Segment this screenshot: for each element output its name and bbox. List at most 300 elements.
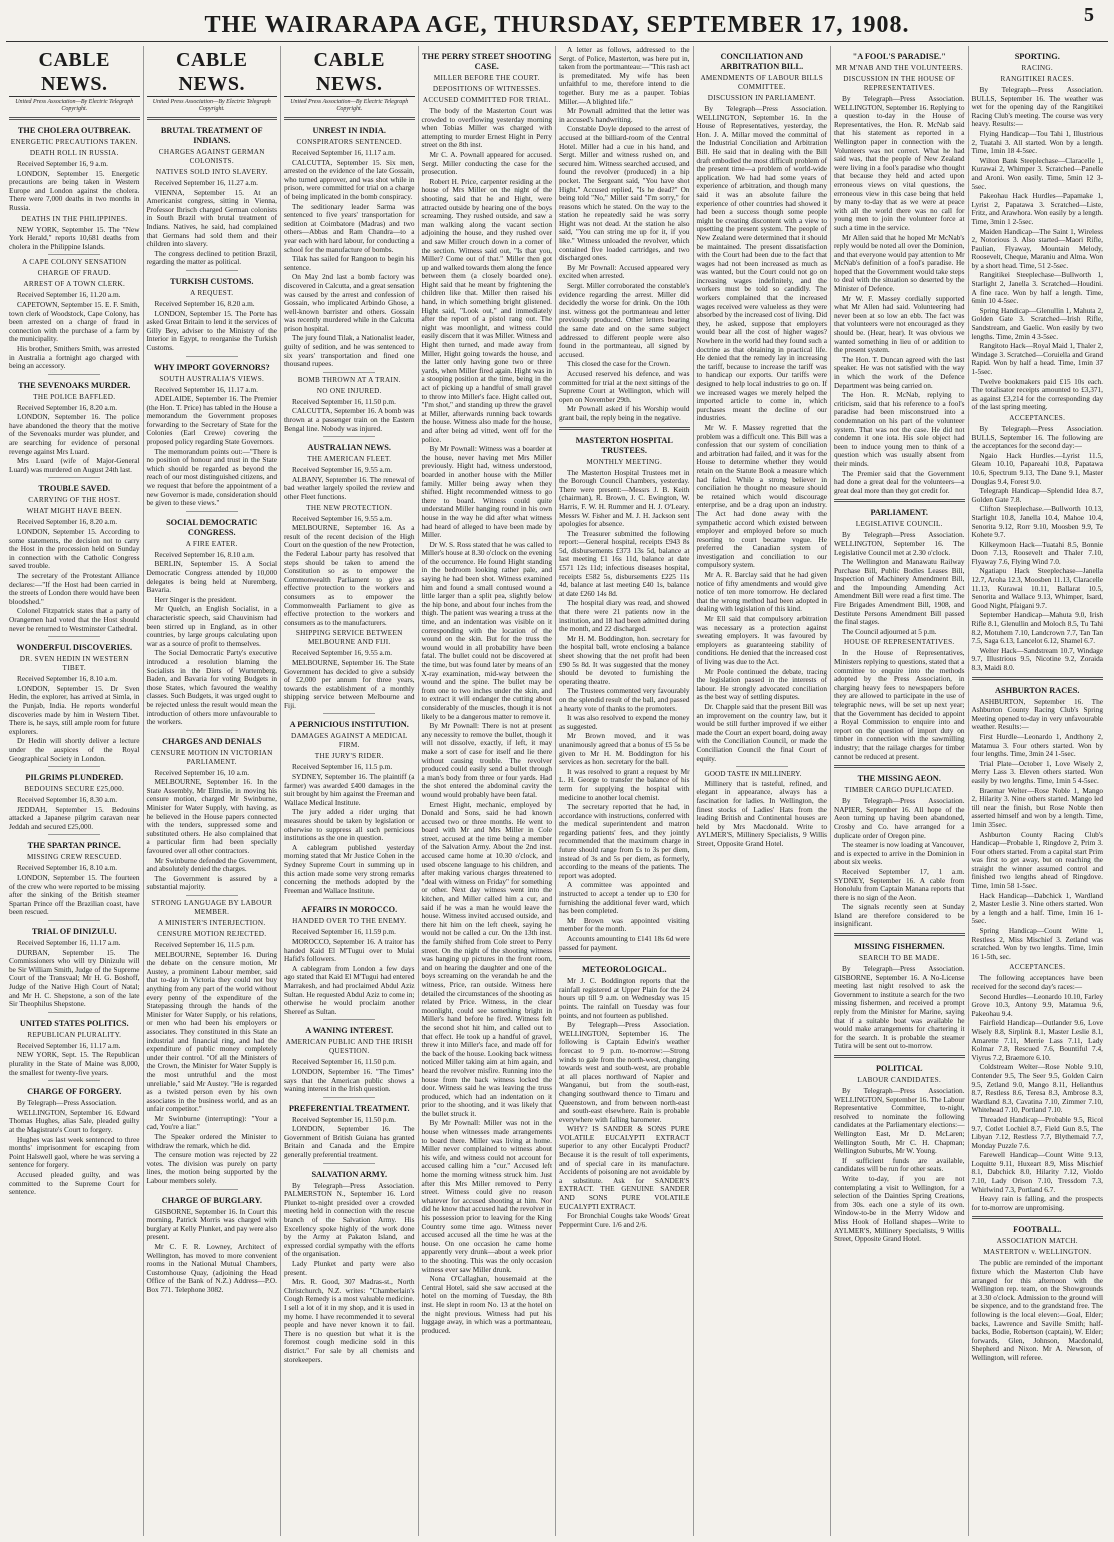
article-subheading: THE AMERICAN FLEET. — [307, 455, 392, 464]
article-subheading: ACCEPTANCES. — [1009, 963, 1066, 972]
article-paragraph: Heavy rain is falling, and the prospects for to-morrow are unpromising. — [971, 1194, 1103, 1212]
article-paragraph: The Masterton Hospital Trustees met in the Borough Council Chambers, yesterday. There were present:—Messrs J. B. Keith (chairman), R. Brown, J. C. Ewington, W. Harris, F. W. H. Rummer and H. J. O'Leary. Messrs W. Fisher and M. J. H. Jackson sent apologies for absence. — [559, 467, 690, 529]
article-paragraph: Fairfield Handicap—Outlander 9.6, Love Wisely 8.8, Sirplink 8.1, Master Leslie 8.1, Amarette 7.11, Merrie Lass 7.11, Lady Kolmar 7.8, Rescued 7.6, Bountiful 7.4, Viyrus 7.2, Braemore 6.10. — [971, 1018, 1103, 1062]
article-headline: SPORTING. — [1014, 52, 1060, 61]
article-paragraph: Farewell Handicap—Count Witte 9.13, Loquitte 9.11, Huxeart 8.9, Miss Mischief 8.1, Dabchick 8.0, Hilarity 7.12, Violdo 7.10, Lady Orison 7.10, Tressdom 7.3, Whirlwind 7.3, Portland 6.7. — [971, 1150, 1103, 1194]
article-paragraph: ALBANY, September 16. The renewal of bad weather largely spoiled the review and other Fleet functions. — [284, 474, 415, 501]
article-subheading: HANDED OVER TO THE ENEMY. — [292, 917, 407, 926]
article-paragraph: Spring Handicap—Count Witte 1, Restless 2, Miss Mischief 3. Zetland was scratched. Won by two lengths. Time, 1min 16 1-5th, sec. — [971, 926, 1103, 961]
article-paragraph: The censure motion was rejected by 22 votes. The division was purely on party lines, the motion being supported by the Labour members solely. — [146, 1150, 277, 1186]
article-paragraph: The Speaker ordered the Minister to withdraw the remark, which he did. — [146, 1132, 277, 1150]
article-paragraph: LONDON, September 16. "The Times" says that the American public shows a waning interest in the Irish question. — [284, 1066, 415, 1094]
article-paragraph: Received September 16, 8.20 a.m. — [154, 298, 255, 308]
article-paragraph: Ernest Hight, mechanic, employed by Donald and Sons, said he had known accused two or three months. He went to board with Mr and Mrs Miller in Cole street, accused at the time being a member of the Salvation Army. About the 2nd inst. accused came home at 10.30 o'clock, and used obscene language to his children, and after making various charges threatened to "deal with witness on Friday" for something or other. Next day witness went into the kitchen, and Miller called him a cur, and said if he was a man he would leave the house. Witness invited accused outside, and there hit him on the left cheek, saying he would not be called a cur. On the 13th inst. the family shifted from Cole street to Perry street. On the night of the shooting witness was hanging up pictures in the front room, and on hearing the daughter and one of the boys screaming on the verandah he and the witness, Price, ran outside. Witness here detailed the circumstances of the shooting as related by Price. Witness, in the clear moonlight, could see something bright in Miller's hand before he fired. Witness felt the second shot hit him, and called out to that effect. He took up a handful of gravel, threw it into Miller's face, and made off for the back of the house. Looking back witness noticed Miller taking aim at him again, and heard the revolver misfire. Running into the house from the back witness locked the door. Witness said he was leaving the truss produced, which had an indentation on it prior to the shooting, and it was likely that the bullet struck it. — [421, 799, 552, 1118]
article-subheading: DEPOSITIONS OF WITNESSES. — [432, 85, 541, 93]
article-paragraph: Received September 16, 8.20 a.m. — [17, 402, 118, 412]
article-subheading: DISCUSSION IN THE HOUSE OF REPRESENTATIVES. — [843, 75, 956, 92]
article-headline: METEOROLOGICAL. — [581, 965, 667, 975]
article-subheading: REPUBLICAN PLURALITY. — [27, 1030, 122, 1039]
article-paragraph: First Hurdle—Leonardo 1, Andthony 2, Matamua 3. Four others started. Won by four lengths. Time, 3min 24 1-5sec. — [971, 731, 1103, 759]
article-subheading: NATIVES SOLD INTO SLAVERY. — [155, 168, 268, 176]
article-subheading: DEATHS IN THE PHILIPPINES. — [21, 214, 128, 223]
article-paragraph: Dr. Chapple said that the present Bill was an improvement on the country law, but it would be still further improved if we either made the Court an expert board, doing away with the Conciliation Council, or made the Conciliation Council the final Court of equity. — [696, 701, 827, 763]
article-paragraph: Received September 16, 11.17 a.m. — [154, 384, 258, 394]
article-subheading: ARREST OF A TOWN CLERK. — [23, 280, 126, 289]
article-subheading: CONSPIRATORS SENTENCED. — [296, 138, 402, 146]
column-1 — [6, 46, 144, 1536]
article-paragraph: Mr H. M. Boddington, hon. secretary for the hospital ball, wrote enclosing a balance sheet showing that the net profit had been £90 5s 8d. It was suggested that the money should be devoted to furnishing the operating theatre. — [559, 633, 690, 686]
article-subheading: AMERICAN PUBLIC AND THE IRISH QUESTION. — [285, 1038, 414, 1056]
article-paragraph: ADELAIDE, September 16. The Premier (the Hon. T. Price) has tabled in the House a memorandum the Government proposes forwarding to the Secretary of State for the Colonies (Earl Crewe) covering the proposed policy regarding State Governors. — [146, 394, 277, 447]
column-5 — [556, 46, 694, 1536]
article-paragraph: The signals recently seen at Sunday Island are therefore considered to be insignificant. — [834, 902, 965, 929]
article-paragraph: LONDON, September 15. Dr Sven Hedin, the explorer, has arrived at Simla, in the Punjab, India. He reports wonderful discoveries made by him in Western Tibet. There is, he says, still ample room for future explorers. — [9, 683, 140, 736]
article-headline: FOOTBALL. — [1013, 1225, 1062, 1235]
article-paragraph: The Government is assured by a substantial majority. — [146, 873, 277, 892]
article-paragraph: The Trustees commented very favourably on the splendid result of the ball, and passed a hearty vote of thanks to the promoters. — [559, 686, 690, 713]
article-headline: TURKISH CUSTOMS. — [170, 276, 254, 286]
article-paragraph: MELBOURNE, September 16. During the debate on the censure motion, Mr Austey, a prominent Labour member, said that to-day in Victoria they could not buy anything from any part of the world without every penny of the expenditure of the Statepassing through the hands of the Minister for Water Supply, or his relations, or men who had been his employers or associates. They constituted in this State an industrial and financial ring, and had the expenditure of public money completely under their control. "Of all the Ministers of the Crown, the Minister for Water Supply is the most untruthful and the most unreliable," said Mr Austey. "He is regarded as a twisted person even by his own associates in the business world, and as an unfair competitor." — [146, 949, 277, 1114]
article-headline: A PERNICIOUS INSTITUTION. — [289, 720, 409, 730]
short-rule — [323, 436, 375, 437]
page-number: 5 — [1084, 4, 1094, 26]
article-paragraph: Sergt. Miller corroborated the constable's evidence regarding the arrest. Miller did decidedly the worse for drink. On the 10th inst. witness got the portmanteau and letter previously produced. Other letters bearing the same date and on the same subject addressed to different people were also found in the portmanteau, all signed by accused. — [559, 281, 690, 359]
article-subheading: LABOUR CANDIDATES. — [857, 1076, 942, 1084]
article-paragraph: Received September 16, 9.55 a.m. — [292, 513, 393, 523]
article-paragraph: The body of the Masterton Court was crowded to overflowing yesterday morning when Tobias Miller was charged with attempting to murder Ernest Hight in Perry street on the 8th inst. — [421, 106, 552, 150]
article-paragraph: By Telegraph—Press Association. NAPIER, September 16. All hope of the Aeon turning up having been abandoned, Crosby and Co. have arranged for a duplicate order of Oregon pine. — [834, 796, 965, 840]
masthead-rule — [6, 41, 1108, 42]
article-paragraph: The secretary reported that he had, in accordance with instructions, conferred with the medical superintendent and matron regarding patients' fees, and they jointly recommended that the maximum charge in future should range from £s to 3s per diem, instead of 3s and 5s per diem, as formerly, according to the means of the patients. The report was adopted. — [559, 802, 690, 880]
wire-credit: United Press Association—By Electric Telegraph Copyright. — [15, 99, 134, 112]
article-headline: TRIAL OF DINIZULU. — [31, 927, 117, 937]
article-subheading: DR. SVEN HEDIN IN WESTERN TIBET. — [19, 655, 129, 673]
article-paragraph: Second Hurdles—Leonardo 10.10, Farley Grove 10.3, Antony 9.9, Matamua 9.6, Pakeohau 9.4. — [971, 991, 1103, 1018]
article-headline: BRUTAL TREATMENT OF INDIANS. — [160, 126, 263, 145]
article-paragraph: Herr Singer is the president. — [154, 594, 237, 604]
article-headline: A WANING INTEREST. — [305, 1026, 394, 1036]
article-paragraph: Received September 16, 9 a.m. — [17, 159, 108, 168]
article-paragraph: Rangitikei Steeplechase—Bullworth 1, Starlight 2, Janella 3. Scratched—Houdini. A fine race. Won by half a length. Time, 6min 10 4-5sec. — [971, 270, 1103, 306]
article-subheading: SOUTH AUSTRALIA'S VIEWS. — [159, 374, 265, 383]
short-rule — [186, 511, 238, 512]
article-paragraph: By Telegraph—Press Association. BULLS, September 16. The weather was wet for the opening day of the Rangitikei Racing Club's meeting. The course was very heavy. Results:— — [971, 85, 1103, 129]
double-rule — [559, 956, 690, 959]
article-paragraph: Pakeohau Hack Hurdles—Papamake 1, Lyrist 2, Papatawa 3. Scratched—Liste, Fritz, and Arawhora. Won easily by a length. Time, 3min 1 2-5sec. — [971, 191, 1103, 226]
article-paragraph: DURBAN, September 15. The Commissioners who will try Dinizulu will be Sir William Smith, Judge of the Supreme Court of the Transvaal; Mr H. G. Boshoff, Judge of the Native High Court of Natal; and Mr H. C. Shepstone, a son of the late Sir Theophilus Shepstone. — [9, 947, 140, 1009]
short-rule — [48, 636, 100, 637]
article-paragraph: A cablegram published yesterday morning stated that Mr Justice Cohen in the Sydney Supreme Court in summing up in this action made some very strong remarks concerning the methods adopted by the Freeman and Wallace Institute. — [284, 842, 415, 895]
article-paragraph: By Telegraph—Press Association. — [17, 1098, 117, 1108]
column-8 — [969, 46, 1107, 1536]
article-paragraph: Mr Allen said that he hoped Mr McNab's reply would be noted all over the Dominion, and that everyone would pay attention to Mr McNab's definition of a fool's paradise. He hoped that the Government would take steps to deal with the situation so deserted by the Minister of Defence. — [834, 232, 965, 294]
article-paragraph: GISBORNE, September 16. In Court this morning, Patrick Morris was charged with burglary at Kelly Plunket, and pay were also present. — [146, 1206, 277, 1242]
article-paragraph: By Mr Pownall: There is not at present any necessity to remove the bullet, though it will not dissolve, exactly, if left, it may make a sort of case for itself and lie there without causing trouble. The revolver produced could easily send a bullet through a man's body from three or four yards. Had the shot entered the abdominal cavity the wound would probably have been fatal. — [421, 721, 552, 799]
article-paragraph: Telegraph Handicap—Splendid Idea 8.7, Golden Gate 7.8. — [971, 486, 1103, 504]
article-subheading: A FIRE EATER. — [185, 539, 238, 548]
article-paragraph: WELLINGTON, September 16. Edward Thomas Hughes, alias Sale, pleaded guilty at the Magistrate's Court to forgery. — [9, 1107, 140, 1134]
article-headline: THE MISSING AEON. — [857, 774, 941, 784]
article-subheading: A CAPE COLONY SENSATION — [22, 258, 127, 267]
column-2 — [144, 46, 282, 1536]
article-paragraph: The secretary of the Protestant Alliance declares:—"If the Host had been carried in the streets of London there would have been bloodshed." — [9, 571, 140, 606]
article-headline: MISSING FISHERMEN. — [854, 942, 945, 952]
article-paragraph: NEW YORK, Sept. 15. The Republican plurality in the State of Maine was 8,000, the smallest for twenty-five years. — [9, 1050, 140, 1077]
article-paragraph: WHY? IS SANDER & SONS PURE VOLATILE EUCALYPTI EXTRACT superior to any other Eucalypti Product? Because it is the result of toll experiments, and of special care in its manufacture. Accidents of poisoning are not avoidable by a substitute. Ask for SANDER'S EXTRACT. THE GENUINE SANDER AND SONS PURE VOLATILE EUCALYPTI EXTRACT. — [559, 1124, 690, 1211]
article-headline: PILGRIMS PLUNDERED. — [25, 773, 124, 783]
article-subheading: LEGISLATIVE COUNCIL. — [855, 520, 943, 529]
masthead — [0, 0, 1114, 42]
article-paragraph: The seditionary leader Sarma was sentenced to five years' transportation for sedition at Coimbatore (Madras) and two others—Abbas and Ram Chandra—to a year each with hard labour, for conducting a school for the manufacture of bombs. — [284, 201, 415, 254]
article-paragraph: Rangitoto Hack—Royal Maid 1, Thaler 2, Windage 3. Scratched—Coruiella and Grand Rapid. Won by half a head. Time, 1min 37 1-5sec. — [971, 341, 1103, 376]
article-paragraph: The steamer is now loading at Vancouver, and is expected to arrive in the Dominion in about six weeks. — [834, 840, 965, 867]
article-paragraph: Millinery that is tasteful, refined, and elegant in appearance, always has a fascination for ladies. In Wellington, the finest stocks of Ladies' Hats from the leading British and Continental houses are held by Mrs Macdonald. Write to AYLMER'S, Millinery Specialists, 9 Willis Street, Opposite Grand Hotel. — [696, 778, 827, 848]
article-paragraph: Received September 16, 11.50 p.m. — [292, 1114, 396, 1124]
article-paragraph: Received September 16, 11.27 a.m. — [154, 178, 258, 187]
article-paragraph: BERLIN, September 15. A Social Democratic Congress attended by 10,000 delegates is being held at Nuremberg, Bavaria. — [146, 559, 277, 595]
article-paragraph: Received September 16, 8.30 a.m. — [17, 795, 118, 805]
article-headline: CHARGE OF FORGERY. — [27, 1087, 122, 1097]
article-subheading: SHIPPING SERVICE BETWEEN MELBOURNE AND FIJI. — [295, 629, 403, 647]
article-headline: WHY IMPORT GOVERNORS? — [153, 362, 270, 372]
article-paragraph: Dr W. S. Ross stated that he was called to Miller's house at 8.30 o'clock on the evening of the occurrence. He found Hight standing in the bedroom looking rather pale, and saying he had been shot. Witness examined him and found a small contused wound a little larger than a split pea, slightly below the hip bone, and about four inches from the thigh. The patient was wearing a truss at the time, and an indentation was visible on it corresponding with the location of the wound on the skin. But for the truss the wound would in all probability have been fatal. The bullet could not be discovered at the time, but was found later by means of an X-ray examination, mid-way between the wound and the spine. The bullet may be from one to two inches under the skin, and to extract it will endanger the cutting about considerably of the muscles, though it is not likely to be a dangerous matter to remove it. — [421, 539, 552, 721]
article-paragraph: By Telegraph—Press Association. WELLINGTON, September 16. The Labour Representative Committee, to-night, resolved to nominate the following candidates at the Parliamentary elections:—Wellington East, Mr D. McLaren; Wellington South, Mr C. H. Chapman; Wellington Suburbs, Mr W. Young. — [834, 1086, 965, 1156]
column-masthead: CABLE NEWS. — [284, 48, 415, 97]
article-paragraph: ASHBURTON, September 16. The Ashburton County Racing Club's Spring Meeting opened to-day in very unfavourable weather. Results:— — [971, 696, 1103, 732]
article-paragraph: By Telegraph—Press Association. BULLS, September 16. The following are the acceptances for the second day:— — [971, 423, 1103, 451]
short-rule — [323, 1019, 375, 1020]
article-paragraph: By Mr Pownall: Accused appeared very excited when arrested. — [559, 262, 690, 281]
article-paragraph: Mr J. C. Boddington reports that the rainfall registered at Upper Plain for the 24 hours up till 9 a.m. on Wednesday was 15 points. The rainfall on Tuesday was four points, and not fourteen as published. — [559, 976, 690, 1020]
article-paragraph: It was also resolved to expend the money as suggested. — [559, 713, 690, 731]
article-headline: THE PERRY STREET SHOOTING CASE. — [422, 52, 552, 71]
article-paragraph: Lady Plunket and party were also present. — [284, 1259, 415, 1277]
article-paragraph: A committee was appointed and instructed to accept a tender up to £30 for furnishing the additional fever ward, which has been completed. — [559, 880, 690, 916]
article-paragraph: The Wellington and Manawatu Railway Purchase Bill, Public Bodies Leases Bill, Inspection of Machinery Amendment Bill, and the Impounding Amending Act Amendment Bill were read a first time. The Fire Brigades Amendment Bill, 1908, and Destitute Persons Amendment Bill passed the final stages. — [834, 557, 965, 627]
article-headline: ASHBURTON RACES. — [995, 685, 1080, 695]
article-subheading: TIMBER CARGO DUPLICATED. — [844, 786, 954, 795]
article-paragraph: VIENNA, September 15. At an Americanist congress, sitting in Vienna, Professor Ihrisch charged German colonists in South Brazil with brutal treatment of Indians. Natives, he said, had complained that Germans had sold them and their children into slavery. — [146, 187, 277, 249]
article-paragraph: Received September 16, 8.10 a.m. — [154, 549, 255, 559]
article-paragraph: This closed the case for the Crown. — [567, 359, 671, 369]
article-headline: SOCIAL DEMOCRATIC CONGRESS. — [166, 517, 258, 537]
article-paragraph: Mr C. A. Pownall appeared for accused. Sergt. Miller conducting the case for the prosecution. — [421, 149, 552, 177]
article-subheading: A REQUEST. — [190, 288, 234, 297]
short-rule — [48, 254, 100, 255]
article-paragraph: A letter as follows, addressed to the Sergt. of Police, Masterton, was here put in, taken from the portmanteau:—"This rash act is premeditated. My wife has been unfaithful to me, therefore intend to die together. Bury me as a pauper. Tobias Miller.—A blighted life." — [559, 46, 690, 106]
article-paragraph: Received September 16, 8.10 a.m. — [17, 863, 118, 873]
article-paragraph: Mr W. F. Massey regretted that the problem was a difficult one. This Bill was a confession that our system of conciliation and arbitration had failed, and it was for the House to determine whether they would retain on the Statute Book a measure which had failed. While a strong believer in conciliation he thought no measure should be retained which would discourage enterprise, and be a drag upon an industry. The Act had done away with the sympathetic accord which existed between employer and employed before so much resorting to court became vogue. He preferred the Canadian system of investigation and conciliation to our compulsory system. — [696, 422, 827, 570]
article-paragraph: By Mr Pownall: Witness was a boarder at the house, never having met Mrs Miller previously. Hight had, witness understood, boarded in another house with the Miller family. Miller being away when they shifted. Hight recommended witness to go there to board. Witness could quite understand Miller hanging round in his own house in the way he did after what witness had heard of alleged to have been made by Miller. — [421, 444, 552, 540]
article-subheading: STRONG LANGUAGE BY LABOUR MEMBER. — [151, 899, 273, 916]
article-subheading: BOMB THROWN AT A TRAIN. — [297, 375, 401, 384]
article-paragraph: SYDNEY, September 16. The plaintiff (a farmer) was awarded £400 damages in the suit brought by him against the Freeman and Wallace Medical Institute. — [284, 772, 415, 807]
short-rule — [186, 270, 238, 271]
short-rule — [323, 898, 375, 899]
article-paragraph: The Premier said that the Government had done a great deal for the volunteers—a great deal more than they got credit for. — [834, 468, 965, 495]
article-paragraph: Received September 16, 9.55 a.m. — [292, 465, 393, 475]
article-paragraph: Threaded Handicap—Probable 9.5, Ricol 9.7, Cotlet Lochiel 8.7, Field Gun 8.5, The Libyan 7.12, Restless 7.7, Blythemaid 7.7, Monday Puzzle 7.6. — [971, 1114, 1103, 1150]
wire-credit: United Press Association—By Electric Telegraph Copyright. — [290, 99, 409, 112]
double-rule — [972, 677, 1104, 680]
article-paragraph: Received September 16, 11.5 p.m. — [154, 940, 255, 949]
article-headline: SALVATION ARMY. — [311, 1169, 388, 1179]
article-subheading: HOUSE OF REPRESENTATIVES. — [843, 638, 955, 647]
double-rule — [834, 933, 965, 936]
article-paragraph: Mr Swinburne (interrupting): "Your a cad, You're a liar." — [146, 1113, 277, 1132]
article-paragraph: Nona O'Callaghan, housemaid at the Central Hotel, said she saw accused at the hotel on the morning of Tuesday, the 8th inst. He slept in room No. 13 at the hotel on the night previous. Witness had put his luggage away, in which was a portmanteau, produced. — [421, 1274, 552, 1335]
article-subheading: ASSOCIATION MATCH. — [996, 1237, 1078, 1246]
article-paragraph: LONDON, September 15. According to some statements, the decision not to carry the Host in the procession held on Sunday in connection with the Catholic Congress saved trouble. — [9, 527, 140, 571]
article-subheading: CENSURE MOTION IN VICTORIAN PARLIAMENT. — [150, 748, 273, 766]
article-paragraph: Mr Quelch, an English Socialist, in a characteristic speech, said Chauvinism had been stirred up in England, as in other countries, by large groups calculating upon war as a source of profit to themselves. — [146, 604, 277, 648]
double-rule — [834, 499, 965, 502]
article-paragraph: Received September 16, 11.17 a.m. — [17, 1040, 121, 1050]
article-subheading: MONTHLY MEETING. — [586, 457, 663, 466]
short-rule — [323, 1097, 375, 1098]
article-paragraph: Mr Pownall admitted that the letter was in accused's handwriting. — [559, 106, 690, 124]
article-paragraph: Received September 16, 11.59 p.m. — [292, 927, 396, 937]
article-subheading: RANGITIKEI RACES. — [1000, 75, 1074, 83]
article-paragraph: Mrs Luard (wife of Major-General Luard) was murdered on August 24th last. — [9, 456, 140, 474]
article-paragraph: The jury added a rider urging that measures should be taken by legislation or otherwise to suppress all such pernicious institutions as the one in question. — [284, 807, 415, 843]
article-subheading: MR M'NAB AND THE VOLUNTEERS. — [835, 64, 963, 72]
article-subheading: NO ONE INJURED. — [316, 386, 382, 395]
article-subheading: DEATH ROLL IN RUSSIA. — [29, 149, 119, 157]
article-paragraph: LONDON, September 16. The police have abandoned the theory that the motive of the Sevenoaks murder was plunder, and are searching for evidence of personal revenge against Mrs Luard. — [9, 412, 140, 456]
article-subheading: CARRYING OF THE HOST. — [28, 496, 121, 505]
article-paragraph: Mr W. F. Massey cordially supported what Mr Allen had said. Volunteering had never been at so low an ebb. The fact was that volunteers were not encouraged as they should be. (Hear, hear). It was obvious we wanted something in lieu of or addition to the present system. — [834, 293, 965, 355]
article-paragraph: In the House of Representatives, Ministers replying to questions, stated that a committee to enquire into the methods adopted by the Press Association, in charging heavy fees to newspapers before they are allowed to participate in the use of telegraphic news, will be set up next year; that the Government has decided to appoint a Royal Commission to enquire into and report on the question of import duty on timber in connection with the sawmilling industry; that the railage charges for timber cannot be reduced at present. — [834, 648, 965, 761]
article-paragraph: The Hon. T. Duncan agreed with the last speaker. He was not satisfied with the way in which the work of the Defence Department was being carried on. — [834, 354, 965, 390]
short-rule — [48, 1012, 100, 1013]
article-paragraph: Ngatiapu Hack Steeplechase—Janella 12.7, Aroha 12.3, Moosben 11.13, Claracelle 11.13, Kurawai 10.11, Ballarat 10.5, Senorita and Wallace 9.13, Whimper, Isard, Good Night, Pfaigani 9.7. — [971, 566, 1103, 610]
article-paragraph: If sufficient funds are available, candidates will be run for other seats. — [834, 1155, 965, 1174]
article-paragraph: Mr Pownall asked if his Worship would grant bail, the reply being in the negative. — [559, 404, 690, 422]
article-paragraph: Received September 16, 11.50 p.m. — [292, 1057, 396, 1067]
article-paragraph: The congress declined to petition Brazil, regarding the matter as political. — [146, 248, 277, 267]
article-paragraph: LONDON, September 15. The fourteen of the crew who were reported to be missing after the sinking of the British steamer Spartan Prince off the Brazilian coast, have been rescued. — [9, 873, 140, 917]
article-headline: PARLIAMENT. — [870, 508, 929, 518]
article-subheading: CHARGES AGAINST GERMAN COLONISTS. — [158, 148, 265, 165]
article-subheading: BEDOUINS SECURE £25,000. — [24, 785, 125, 794]
article-paragraph: Tilak has sailed for Rangoon to begin his sentence. — [284, 254, 415, 272]
article-paragraph: Dr Hedin will shortly deliver a lecture under the auspices of the Royal Geographical Society in London. — [9, 736, 140, 763]
short-rule — [186, 1189, 238, 1190]
column-4 — [419, 46, 557, 1536]
article-paragraph: Accounts amounting to £141 18s 6d were passed for payment. — [559, 934, 690, 952]
short-rule — [186, 730, 238, 731]
article-paragraph: The Council adjourned at 5 p.m. — [842, 626, 937, 636]
short-rule — [48, 374, 100, 375]
short-rule — [48, 477, 100, 478]
double-rule — [284, 117, 415, 120]
article-paragraph: GOOD TASTE IN MILLINERY. — [704, 769, 802, 779]
article-paragraph: Received September 16, 8.20 a.m. — [17, 517, 118, 527]
wire-credit: United Press Association—By Electric Telegraph Copyright. — [152, 99, 271, 112]
double-rule — [834, 765, 965, 768]
article-paragraph: Mr Brown moved, and it was unanimously agreed that a bonus of £5 5s be given to Mr H. M. Boddington for his services as hon. secretary for the ball. — [559, 731, 690, 767]
article-paragraph: By Telegraph—Press Association. GISBORNE, September 16. A No-License meeting last night resolved to ask the Government to institute a search for the two missing fishermen, and received a prompt reply from the Minister for Marine, saying that if a suitable boat was available he would make arrangements for chartering it for the search. It is probable the steamer Tutira will be sent out to-morrow. — [834, 964, 965, 1051]
article-paragraph: Received September 16, 9.55 a.m. — [292, 648, 393, 658]
article-paragraph: Welter Hack—Sandstream 10.7, Windage 9.7, Illustrious 9.5, Nicotine 9.2, Zoraida 8.3, Maidi 8.0. — [971, 645, 1103, 672]
article-subheading: MILLER BEFORE THE COURT. — [433, 74, 540, 82]
short-rule — [48, 1080, 100, 1081]
article-paragraph: Spring Handicap—Glenullin 1, Mahuta 2, Golden Gate 3. Scratched—Irish Rifle, Sandstream, and Gaelic. Won easily by two lengths. Time, 2min 4 3-5sec. — [971, 305, 1103, 341]
article-paragraph: A cablegram from London a few days ago stated that Kaid El M'Tugui had entered Marrakesh, and had proclaimed Abdul Aziz Sultan. He requested Abdul Aziz to come in; otherwise he would proclaim another Shereef as Sultan. — [284, 963, 415, 1016]
article-subheading: THE JURY'S RIDER. — [314, 752, 384, 761]
article-paragraph: Braemar Welter—Rose Noble 1, Mango 2, Hilarity 3. Nine others started. Mango led till near the finish, but Rose Noble then asserted himself and won by a length. Time, 1min 35sec. — [971, 785, 1103, 829]
article-subheading: MASTERTON v. WELLINGTON. — [983, 1248, 1092, 1257]
short-rule — [48, 920, 100, 921]
article-paragraph: LONDON, September 15. Energetic precautions are being taken in Western Europe and London against the cholera. There were 7,000 deaths in two months in Russia. — [9, 168, 140, 212]
article-paragraph: CALCUTTA, September 16. A bomb was thrown at a passenger train on the Eastern Bengal line. Nobody was injured. — [284, 406, 415, 433]
article-subheading: WHAT MIGHT HAVE BEEN. — [26, 507, 122, 516]
article-subheading: THE NEW PROTECTION. — [306, 503, 393, 512]
article-paragraph: Received September 16, 8.10 a.m. — [17, 674, 118, 684]
article-paragraph: JEDDAH, September 15. Bedouins attacked a Japanese pilgrim caravan near Jeddah and secured £25,000. — [9, 804, 140, 831]
article-subheading: THE POLICE BAFFLED. — [33, 392, 116, 401]
short-rule — [323, 713, 375, 714]
article-subheading: CHARGE OF FRAUD. — [37, 269, 111, 278]
article-paragraph: Flying Handicap—Tou Tahi 1, Illustrious 2, Tuatahi 3. All started. Won by a length. Time, 1min 18 4-5sec. — [971, 128, 1103, 156]
article-paragraph: Mrs. R. Good, 307 Madras-st., North Christchurch, N.Z. writes: "Chamberlain's Cough Remedy is a most valuable medicine. I sell a lot of it in my shop, and it is used in my home. I have recommended it to several people and have never known it to fail. There is no question but what it is the foremost cough medicine sold in this district." For sale by all chemists and storekeepers. — [284, 1277, 415, 1364]
article-paragraph: Write to-day, if you are not contemplating a visit to Wellington, for a selection of the Dainties Spring Creations, from 30s. each one a style of its own. Window-to-be in the Merry Widow and Miss Hook of Holland shapes—Write to AYLMER'S, Millinery Specialists, 9 Willis Street, Opposite Grand Hotel. — [834, 1173, 965, 1244]
article-paragraph: Twelve bookmakers paid £15 10s each. The totalisator receipts amounted to £3,371, as against £3,214 for the corresponding day of the last spring meeting. — [971, 376, 1103, 412]
double-rule — [834, 1055, 965, 1058]
masthead-title: THE WAIRARAPA AGE, THURSDAY, SEPTEMBER 17, 1908. — [204, 12, 910, 38]
article-paragraph: Mr A. R. Barclay said that he had given notice of fifty amendments and would give notice of ten more tomorrow. He declared that the wrong method had been adopted in dealing with legislation of this kind. — [696, 570, 827, 614]
short-rule — [323, 1163, 375, 1164]
article-subheading: A MINISTER'S INTERJECTION. — [157, 919, 266, 927]
article-headline: THE SPARTAN PRINCE. — [27, 841, 121, 851]
article-paragraph: The Treasurer submitted the following report:—General hospital, receipts £943 8s 5d, disbursements £373 13s 5d, balance at last meeting £1 16s 11d, balance at date £571 12s 11d; infectious diseases hospital, receipts £582 5s, disbursements £225 11s 4d, balance at last meeting £40 1s, balance at date £260 14s 8d. — [559, 528, 690, 598]
article-paragraph: By Mr Pownall: Miller was not in the house when witnesses made arrangements to board there. Miller was living at home. Miller never complained to witness about his wife, and witness could not account for accused calling him a "cur." Accused left home the morning witness struck him. Just after this Mrs Miller removed to Perry street. Witness could give no reason whatever for accused shooting at him. Nor did he know that accused had the revolver in his possession prior to leaving for the King Country some time ago. Witness never accused accused all the time he was at the house. On one occasion he came home apparently very drunk—about a week prior to the shooting. This was the only occasion witness ever saw Miller drunk. — [421, 1118, 552, 1274]
article-paragraph: Received September 16, 11.50 p.m. — [292, 396, 396, 406]
article-paragraph: By Telegraph—Press Association. WELLINGTON, September 16. In the House of Representatives, yesterday, the Hon. J. A. Millar moved the committal of the Industrial Conciliation and Arbitration Bill. He said that in dealing with the Bill draft embodied the most difficult problem of the present time—a problem of world-wide application. We had had some years of experience of arbitration, and though many said it was an absolute failure the experience of other countries had showed it had been a success though some people might be creating discontent with a view to upsetting the present system. The people of New Zealand were determined that it should be maintained. The present dissatisfaction with the Court had been due to the fact that wages had not been increased as much as was wanted, but the Court could not go on increasing wages indefinitely, and the workers must be told so candidly. The workers complained that the increased wages received were valueless as they were absorbed by the increased cost of living. Did they, he asked, suppose that employers would bear all the cost of higher wages? Nowhere in the world had they found such a doctrine as that obtaining in practical life. He denied that the remedy lay in increasing the tariff, because to increase the tariff was to handicap our exports. Our tariffs were designed to help local industries to go on. If we increased wages we merely helped the imported article to come in, which purchases meant the decline of our industries. — [696, 104, 827, 423]
article-subheading: MISSING CREW RESCUED. — [26, 853, 122, 862]
article-paragraph: Mr Swinburne defended the Government, and absolutely denied the charges. — [146, 855, 277, 874]
article-paragraph: His brother, Smithers Smith, was arrested in Australia a fortnight ago charged with being an accessory. — [9, 343, 140, 371]
article-paragraph: Wilton Bank Steeplechase—Claracelle 1, Kurawai 2, Whimper 3. Scratched—Panelle and Aroni. Won easily. Time, 5min 12 3-5sec. — [971, 155, 1103, 191]
article-paragraph: Received September 16, 10 a.m. — [154, 767, 250, 777]
short-rule — [186, 895, 238, 896]
article-paragraph: By Telegraph—Press Association. WELLINGTON, September 16. The following is Captain Edwin's weather forecast to 9 p.m. to-morrow:—Strong winds to gale from the north-west, changing towards west and south-west, are probable at all places northward of Napier and Wanganui, but from the south-east, changing southward thence to Timaru and Queenstown, and from between north-east and south-east elsewhere. Rain is probable everywhere with falling barometer. — [559, 1020, 690, 1124]
short-rule — [323, 372, 375, 373]
article-paragraph: The Hon. R. McNab, replying to criticism, said that his reference to a fool's paradise had been misconstrued into a condemnation on his part of the volunteer system. That was not the case. He did not condemn it one iota. His sole object had been to induce young men to think of a question which was usually absent from their minds. — [834, 390, 965, 468]
article-paragraph: Hack Handicap—Dabchick 1, Wardland 2, Master Leslie 3. Nine others started. Won by a length and a half. Time, 1min 16 1-5sec. — [971, 890, 1103, 926]
short-rule — [48, 834, 100, 835]
article-paragraph: Received September 17, 1 a.m. SYDNEY, September 16. A cable from Honolulu from Captain Manana reports that there is no sign of the Aeon. — [834, 866, 965, 902]
article-headline: CONCILIATION AND ARBITRATION BILL. — [720, 52, 804, 71]
column-masthead: CABLE NEWS. — [9, 48, 140, 97]
article-paragraph: Coldstream Welter—Rose Noble 9.10, Contender 9.5, The Seer 9.5, Golden Cairn 9.5, Zetland 9.0, Mango 8.11, Helianthus 8.7, Restless 8.6, Teresa 8.3, Ambrose 8.3, Wardland 8.3, Cavatina 7.10, Zimmer 7.10, Whitehead 7.10, Portland 7.10. — [971, 1062, 1103, 1115]
article-paragraph: Mr Poole continued the debate, tracing the legislation passed in the interests of labour. He strongly advocated conciliation as the best way of settling disputes. — [696, 666, 827, 702]
article-paragraph: Mr Brown was appointed visiting member for the month. — [559, 915, 690, 934]
article-paragraph: Received September 16, 11.17 a.m. — [17, 938, 121, 948]
article-headline: UNITED STATES POLITICS. — [19, 1018, 129, 1028]
article-paragraph: For Bronchial Coughs take Woods' Great Peppermint Cure. 1/6 and 2/6. — [559, 1211, 690, 1229]
article-paragraph: Mr Ell said that compulsory arbitration was necessary as a protection against sweating employers. It was favoured by employers as guaranteeing stability of conditions. He denied that the increased cost of living was due to the Act. — [696, 614, 827, 666]
article-paragraph: Accused reserved his defence, and was committed for trial at the next sittings of the Supreme Court at Wellington, which will open on November 29th. — [559, 368, 690, 404]
article-paragraph: It was resolved to grant a request by Mr L. H. George to transfer the balance of his term for supplying the hospital with medicine to another local chemist. — [559, 766, 690, 802]
article-subheading: SEARCH TO BE MADE. — [858, 954, 940, 963]
article-paragraph: MELBOURNE, September 16. As a result of the recent decision of the High Court on the question of the new Protection, the Federal Labour party has resolved that steps should be taken to amend the Constitution so as to empower the Commonwealth Parliament to give as effective protection to the workers and consumers as to empower the Commonwealth Parliament to give as effective protection to the workers and consumers as to the manufacturers. — [284, 523, 415, 627]
article-paragraph: Ashburton County Racing Club's Handicap—Probable 1, Ringdove 2, Prim 3. Four others started. From a capital start Prim was first to get away, but on reaching the straight the winner assumed control and finished two lengths ahead of Ringdove. Time, 1min 58 1-5sec. — [971, 829, 1103, 891]
article-headline: TROUBLE SAVED. — [38, 484, 111, 494]
article-subheading: DISCUSSION IN PARLIAMENT. — [707, 94, 816, 102]
article-subheading: CENSURE MOTION REJECTED. — [157, 930, 267, 938]
article-headline: AUSTRALIAN NEWS. — [307, 443, 391, 453]
article-paragraph: LONDON, September 16. The Government of British Guiana has granted Britain and Canada and the Empire generally preferential treatment. — [284, 1124, 415, 1160]
article-paragraph: Ngaio Hack Hurdles.—Lyrist 11.5, Gleam 10.10, Papareahi 10.8, Papatawa 10.6, Spectrum 9.13, The Dane 9.1, Master Douglas 9.4, Forest 9.0. — [971, 450, 1103, 486]
article-paragraph: The memorandum points out:—"There is no position of honour and trust in the State which should be regarded as beyond the reach of our most distinguished citizens, and we request that before the appointment of a new Governor is made, consideration should be given to these views." — [146, 446, 278, 508]
article-paragraph: Robert H. Price, carpenter residing at the house of Mrs Miller on the night of the shooting, said that he and Hight, were attracted outside by hearing one of the boys screaming. They rushed outside, and saw a man walking along the vacant section adjoining the house, and they rushed over and saw Miller crouch down in a corner of the section. Witness said out, "Is that you, Miller? Come out of that." Miller then got up and walked towards them along the fence between them (a closely boarded one). Hight said that he meant by frightening the children like that. Miller then raised his hand, in which something bright glistened. Hight said, "Look out," and immediately after the report of a pistol rang out. The night was moonlight, and witness could easily discern that it was Miller. Witness and Hight then turned, and made away from Miller, Hight going towards the house, and the latter only having gone two or three yards, when Miller fired again. Hight was in a stooping position at the time, being in the act of picking up a handful of small gravel to throw into Miller's face. Hight called out, "I'm shot," and standing up threw the gravel at Miller, afterwards running back towards the house. Witness also made for the house, and after being ad vitted, went off for the police. — [421, 176, 552, 444]
article-headline: UNREST IN INDIA. — [312, 126, 386, 135]
article-paragraph: The hospital diary was read, and showed that there were 21 patients now in the institution, and 18 had been admitted during the month, and 22 discharged. — [559, 598, 690, 634]
article-paragraph: MELBOURNE, September 16. In the State Assembly, Mr Elmslie, in moving his censure motion, charged Mr Swinburne, Minister for Water Supply, with having, as he believed in the House papers connected with the tenders, suppressed some and substituted others. He also complained that a particular firm had been specially favoured over all other contractors. — [146, 777, 277, 856]
article-paragraph: Accused pleaded guilty, and was committed to the Supreme Court for sentence. — [9, 1169, 140, 1197]
article-headline: POLITICAL — [875, 1064, 923, 1073]
article-paragraph: MOROCCO, September 16. A traitor has handed Kaid El M'Tugui over to Mulai Hafid's followers. — [284, 936, 415, 964]
article-subheading: ENERGETIC PRECAUTIONS TAKEN. — [10, 138, 138, 146]
article-paragraph: CALCUTTA, September 15. Six men, arrested on the evidence of the late Gossain, who turned approver, and was shot while in prison, were committed for trial on a charge of being implicated in the bomb conspiracy. — [284, 157, 415, 201]
article-paragraph: Clifton Steeplechase.—Bullworth 10.13, Starlight 10.8, Janella 10.4, Mahoe 10.4, Senorita 9.12, Rorr 9.10, Moosben 9.9, Te Kohete 9.7. — [971, 504, 1103, 540]
article-paragraph: The jury found Tilak, a Nationalist leader, guilty of sedition, and he was sentenced to six years' transportation and fined one thousand rupees. — [284, 333, 415, 369]
short-rule — [736, 766, 788, 767]
column-7 — [831, 46, 969, 1536]
article-paragraph: The Social Democratic Party's executive introduced a resolution blaming the Socialists in the Diets of Wurtemberg, Baden, and Bavaria for voting Budgets in those States, which favoured the wealthy classes. Such Budgets, it was urged ought to be rejected unless the result would mean the introduction of others more unfavourable to the workers. — [146, 648, 277, 727]
article-paragraph: By Telegraph—Press Association. PALMERSTON N., September 16. Lord Plunket to-night presided over a crowded meeting held in connection with the rescue branch of the Salvation Army. His Excellency spoke highly of the work done by the Army at Pakaton Island, and expressed cordial sympathy with the efforts of the organisation. — [284, 1180, 415, 1259]
article-headline: CHARGE OF BURGLARY. — [161, 1195, 262, 1205]
double-rule — [147, 117, 278, 120]
columns-container — [6, 46, 1106, 1536]
article-paragraph: LONDON, September 15. The Porte has asked Great Britain to lend it the services of Gilly Bey, adviser to the Ministry of the Interior in Egypt, to reorganise the Turkish Customs. — [146, 308, 277, 352]
article-headline: THE CHOLERA OUTBREAK. — [17, 126, 131, 135]
article-paragraph: The following acceptances have been received for the second day's races:— — [971, 973, 1103, 991]
article-paragraph: Hughes was last week sentenced to three months' imprisonment for escaping from Point Halswell gaol, where he was serving a sentence for forgery. — [9, 1134, 140, 1170]
short-rule — [48, 766, 100, 767]
article-paragraph: Mr C. F. R. Lowney, Architect of Wellington, has moved to more convenient rooms in the National Mutual Chambers, Customhouse Quay, (adjoining the Head Office of the Bank of N.Z.) Address—P.O. Box 771. Telephone 3082. — [146, 1242, 277, 1294]
article-headline: PREFERENTIAL TREATMENT. — [288, 1103, 410, 1113]
double-rule — [972, 1216, 1104, 1219]
article-paragraph: Maiden Handicap—The Saint 1, Wireless 2, Notorious 3. Also started—Maori Rifle, Paulian, Flyaway, Mountain Melody, Roosevelt, Cheque, Maraniu and Alma. Won by a short head. Time, 51 2-5sec. — [971, 226, 1103, 270]
article-headline: CHARGES AND DENIALS — [161, 736, 262, 746]
article-paragraph: The public are reminded of the important fixture which the Masterton Club have arranged for this afternoon with the Wellington rep. team, on the Showgrounds at 3.30 o'clock. Admission to the ground will be sixpence, and to the grandstand free. The following is the local eleven:—Goal, Elder; backs, Lawrence and Saville Smith; half-backs, Bodie, Robertson (captain), W. Elder; forwards, Glen, Johnson, Macdonald, Shepherd and Nixon. Mr A. Newson, of Wellington, will referee. — [971, 1258, 1103, 1362]
article-subheading: AMENDMENTS OF LABOUR BILLS COMMITTEE. — [700, 74, 824, 91]
column-6 — [694, 46, 832, 1536]
article-headline: MASTERTON HOSPITAL TRUSTEES. — [575, 435, 673, 455]
article-paragraph: On May 2nd last a bomb factory was discovered in Calcutta, and a great sensation was caused by the arrest and confession of Gossain, who implicated Arbindo Ghose, a well-known barrister and others. Gossain was recently murdered while in the Calcutta prison hospital. — [284, 272, 415, 333]
article-paragraph: Received September 16, 11.17 a.m. — [292, 148, 396, 157]
article-paragraph: NEW YORK, September 15. The "New York Herald," reports 10,681 deaths from cholera in the Philippine Islands. — [9, 224, 140, 251]
article-subheading: RACING. — [1021, 64, 1053, 72]
short-rule — [186, 356, 238, 357]
article-subheading: ACCUSED COMMITTED FOR TRIAL. — [422, 96, 551, 104]
article-paragraph: By Telegraph—Press Association. WELLINGTON, September 16. Replying to a question to-day in the House of Representatives, the Hon. R. McNab said that his statement as reported in a Wellington paper in connection with the Volunteers was not correct. What he had said was, that the people of New Zealand were living in a fool's paradise who thought that because they held and acted upon erroneous views on vital questions, the erroneous view in this case being that held by many to-day that as we were at peace with all the world there was no call for young men to join the volunteer force at such a time in the service. — [834, 94, 965, 232]
article-paragraph: CAPETOWN, September 15. E. F. Smith, town clerk of Woodstock, Cape Colony, has been arrested on a charge of fraud in connection with the purchase of a farm by the municipality. — [9, 299, 140, 344]
article-headline: "A FOOL'S PARADISE." — [852, 52, 946, 61]
column-masthead: CABLE NEWS. — [147, 48, 278, 97]
article-paragraph: Trial Plate—October 1, Love Wisely 2, Merry Lass 3. Eleven others started. Won easily by two lengths. Time, 1min 5 4-5sec. — [971, 758, 1103, 785]
article-paragraph: September Handicap—Mahuta 9.0, Irish Rifle 8.1, Glenullin and Moloch 8.5, Tu Tahi 8.2, Motuhem 7.10, Landcrown 7.7, Tan Tan 7.5, Saga 6.13, Lancelot 6.12, Shamel 6.7. — [971, 610, 1103, 646]
article-paragraph: Received September 16, 11.20 a.m. — [17, 290, 121, 300]
article-subheading: DAMAGES AGAINST A MEDICAL FIRM. — [290, 732, 408, 750]
article-paragraph: Colonel Fitzpatrick states that a party of Orangemen had voted that the Host should never be returned to Westminster Cathedral. — [9, 606, 140, 633]
article-paragraph: Constable Doyle deposed to the arrest of accused at the billiard-room of the Central Hotel. Miller had a cue in his hand, and Sergt. Miller and witness rushed on, and secured him. Witness searched accused, and found the revolver (produced) in a hip pocket. The Sergeant said, "You have shot Hight." Accused replied, "Is he dead?" On being told "No," Miller said "I'm sorry," for reasons which he stated. On the way to the station he repeatedly said he was sorry Hight was not dead. At the station he also said, "You can string me up for it, if you like." Witness unloaded the revolver, which contained five loaded cartridges, and two discharged ones. — [559, 124, 690, 263]
double-rule — [9, 117, 140, 120]
article-headline: THE SEVENOAKS MURDER. — [18, 380, 131, 390]
